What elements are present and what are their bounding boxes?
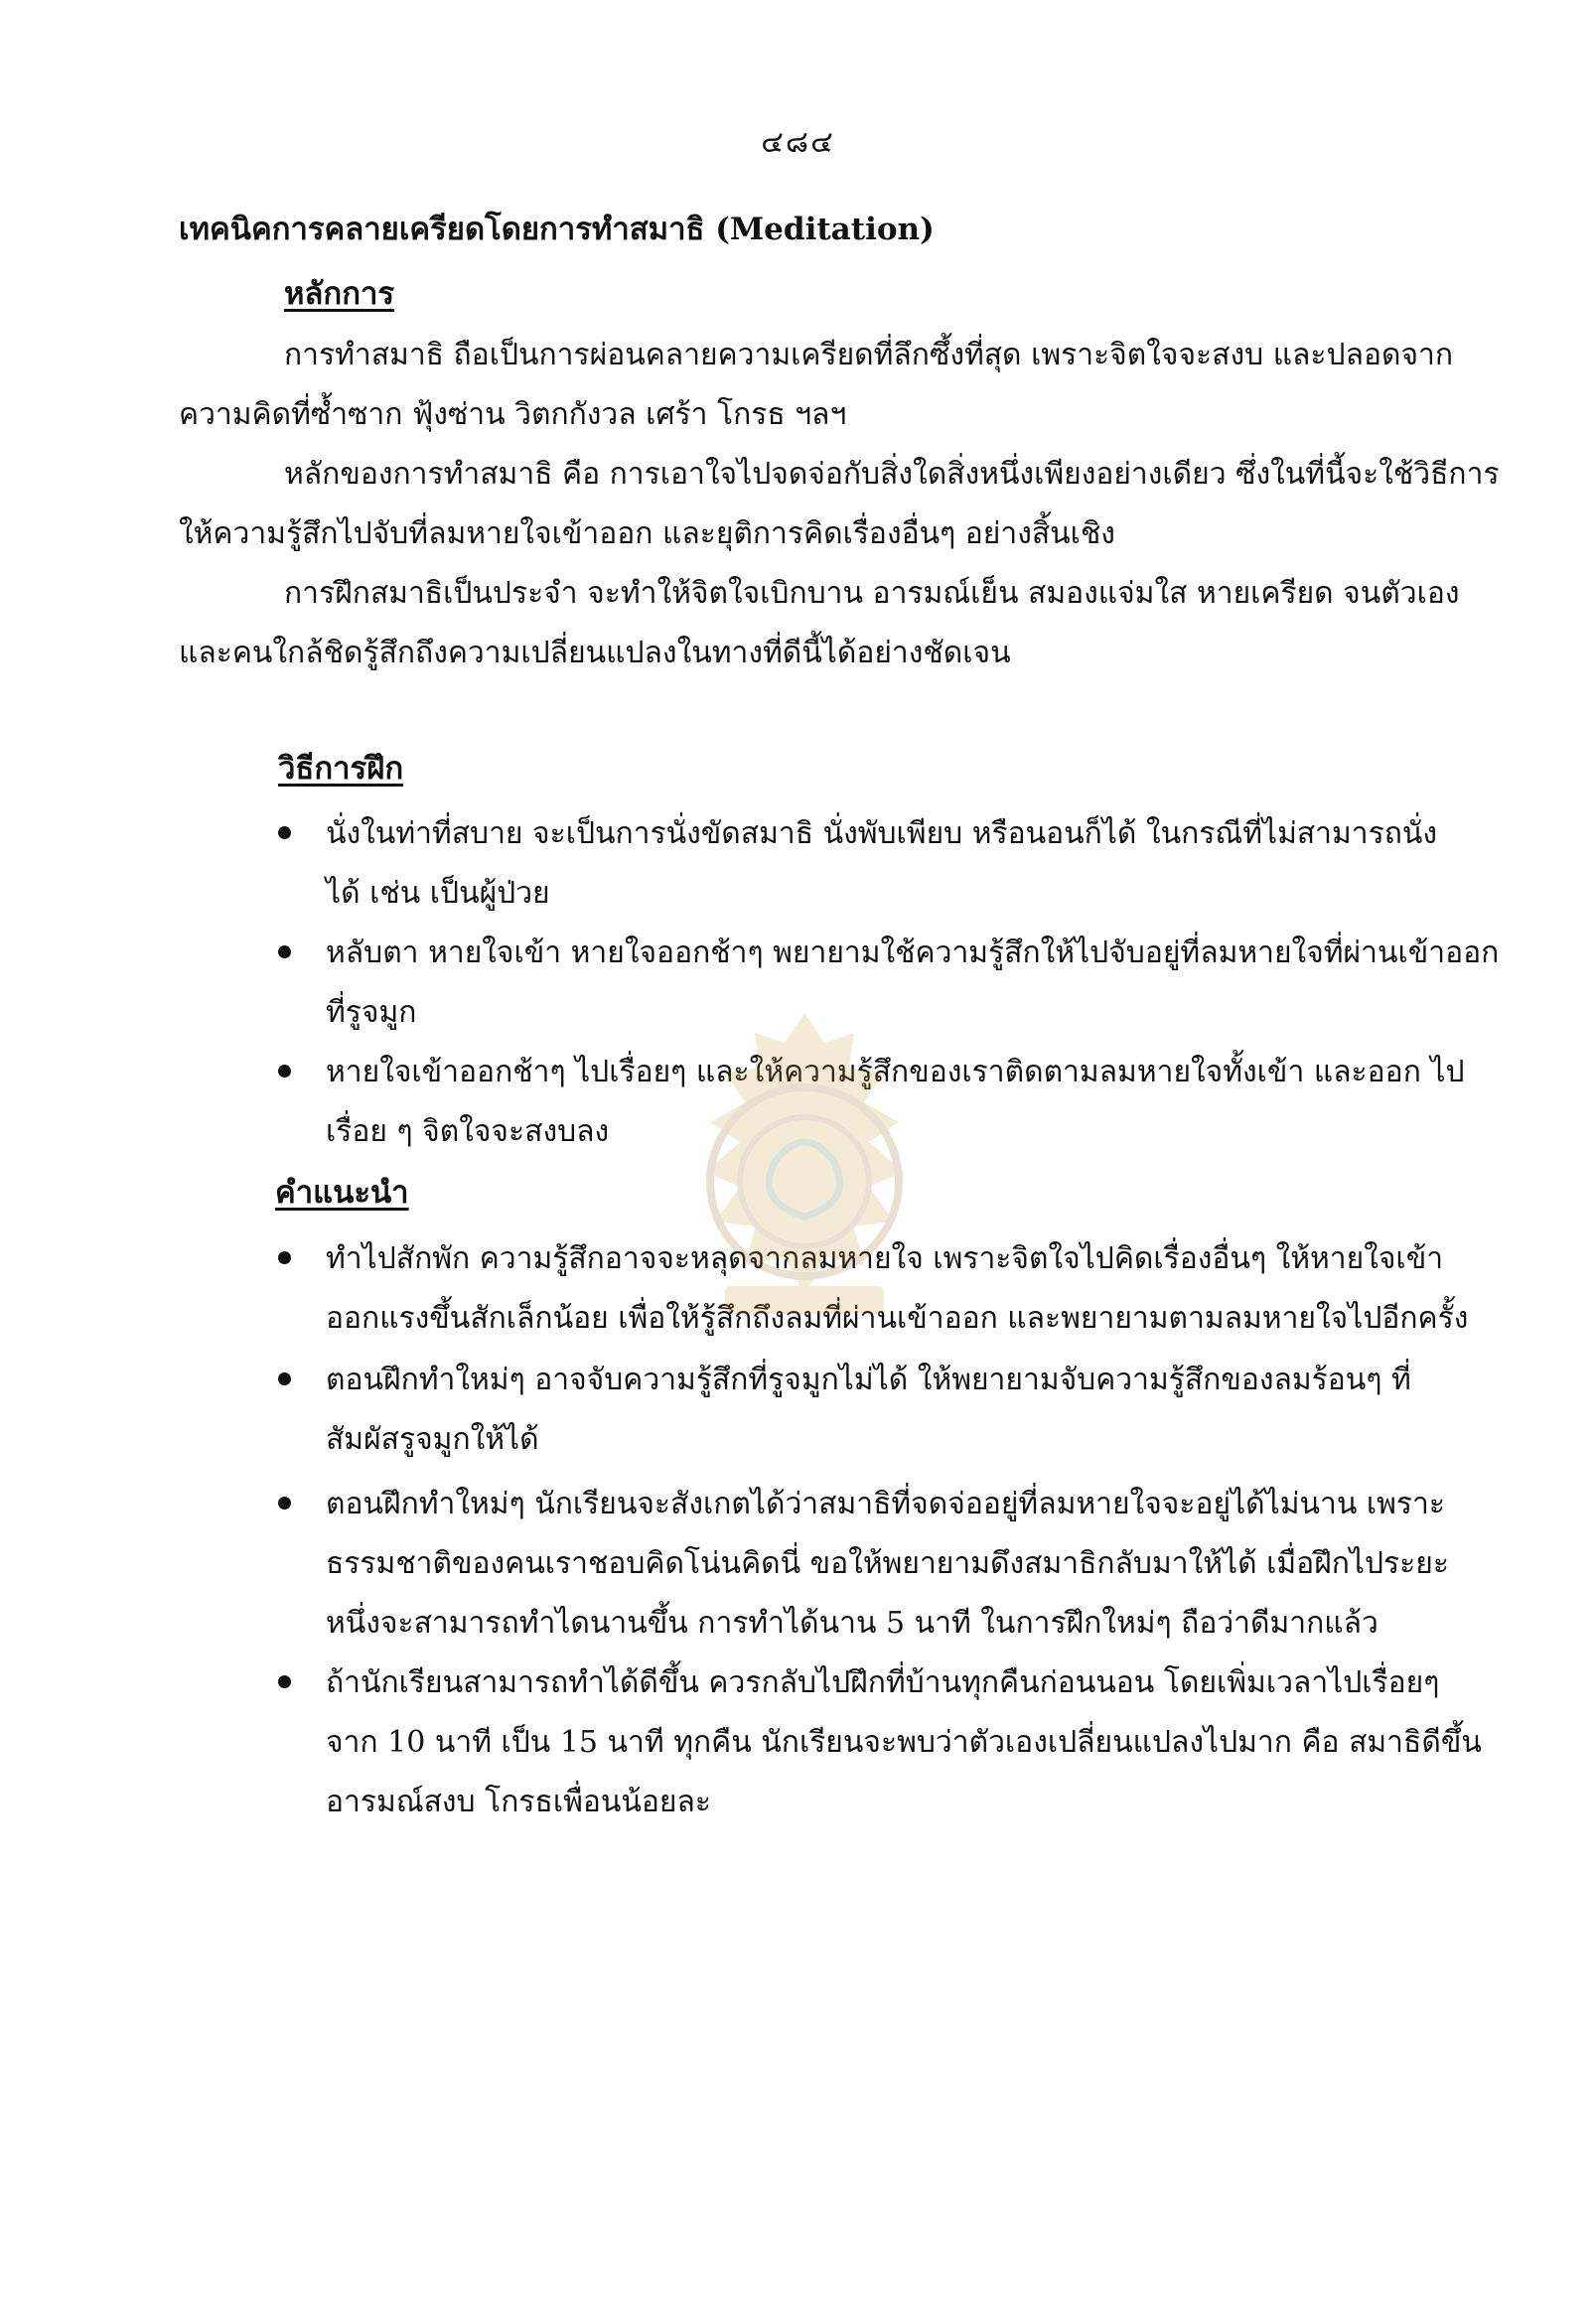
advice-item-1-line-2: ออกแรงขึ้นสักเล็กน้อย เพื่อให้รู้สึกถึงลมที่ผ่านเข้าออก และพยายามตามลมหายใจไปอีกครั้ง	[326, 1301, 1469, 1336]
advice-heading: คำแนะนำ	[275, 1175, 409, 1211]
practice-item-2-line-1: หลับตา หายใจเข้า หายใจออกช้าๆ พยายามใช้ความรู้สึกให้ไปจับอยู่ที่ลมหายใจที่ผ่านเข้าออก	[326, 936, 1500, 970]
advice-item-4-line-2: จาก 10 นาที เป็น 15 นาที ทุกคืน นักเรียนจะพบว่าตัวเองเปลี่ยนแปลงไปมาก คือ สมาธิดีขึ้น	[326, 1725, 1482, 1760]
bullet-icon	[278, 826, 291, 839]
practice-heading: วิธีการฝึก	[278, 751, 404, 787]
bullet-icon	[278, 1065, 291, 1078]
advice-item-4-line-1: ถ้านักเรียนสามารถทำได้ดีขึ้น ควรกลับไปฝึกที่บ้านทุกคืนก่อนนอน โดยเพิ่มเวลาไปเรื่อยๆ	[326, 1665, 1440, 1700]
advice-item-4-line-3: อารมณ์สงบ โกรธเพื่อนน้อยละ	[326, 1785, 711, 1819]
principles-paragraph-1-line-2: ความคิดที่ซ้ำซาก ฟุ้งซ่าน วิตกกังวล เศร้า โกรธ ฯลฯ	[179, 397, 847, 432]
bullet-icon	[278, 1251, 291, 1264]
document-title: เทคนิคการคลายเครียดโดยการทำสมาธิ (Meditation)	[179, 212, 935, 247]
practice-item-1-line-2: ได้ เช่น เป็นผู้ป่วย	[326, 876, 550, 911]
page-number: ๔๘๔	[761, 125, 835, 160]
bullet-icon	[278, 1675, 291, 1688]
practice-item-2-line-2: ที่รูจมูก	[326, 995, 417, 1030]
bullet-icon	[278, 1372, 291, 1385]
principles-paragraph-2-line-2: ให้ความรู้สึกไปจับที่ลมหายใจเข้าออก และยุติการคิดเรื่องอื่นๆ อย่างสิ้นเชิง	[179, 516, 1115, 551]
principles-heading: หลักการ	[284, 276, 395, 312]
advice-item-3-line-1: ตอนฝึกทำใหม่ๆ นักเรียนจะสังเกตได้ว่าสมาธิที่จดจ่ออยู่ที่ลมหายใจจะอยู่ได้ไม่นาน เพราะ	[326, 1487, 1446, 1521]
watermark-seal-icon	[655, 1003, 953, 1331]
practice-item-3-line-2: เรื่อย ๆ จิตใจจะสงบลง	[326, 1114, 610, 1149]
advice-item-3-line-2: ธรรมชาติของคนเราชอบคิดโน่นคิดนี่ ขอให้พยายามดึงสมาธิกลับมาให้ได้ เมื่อฝึกไประยะ	[326, 1546, 1449, 1581]
principles-paragraph-3-line-1: การฝึกสมาธิเป็นประจำ จะทำให้จิตใจเบิกบาน อารมณ์เย็น สมองแจ่มใส หายเครียด จนตัวเอง	[284, 576, 1460, 611]
bullet-icon	[278, 945, 291, 958]
principles-paragraph-1-line-1: การทำสมาธิ ถือเป็นการผ่อนคลายความเครียดที่ลึกซึ้งที่สุด เพราะจิตใจจะสงบ และปลอดจาก	[284, 338, 1454, 372]
principles-paragraph-2-line-1: หลักของการทำสมาธิ คือ การเอาใจไปจดจ่อกับสิ่งใดสิ่งหนึ่งเพียงอย่างเดียว ซึ่งในที่นี้จะใช้วิธีการ	[284, 457, 1500, 492]
practice-item-1-line-1: นั่งในท่าที่สบาย จะเป็นการนั่งขัดสมาธิ นั่งพับเพียบ หรือนอนก็ได้ ในกรณีที่ไม่สามารถนั่ง	[326, 816, 1438, 851]
advice-item-1-line-1: ทำไปสักพัก ความรู้สึกอาจจะหลุดจากลมหายใจ เพราะจิตใจไปคิดเรื่องอื่นๆ ให้หายใจเข้า	[326, 1241, 1444, 1276]
bullet-icon	[278, 1497, 291, 1510]
practice-item-3-line-1: หายใจเข้าออกช้าๆ ไปเรื่อยๆ และให้ความรู้สึกของเราติดตามลมหายใจทั้งเข้า และออก ไป	[326, 1055, 1465, 1089]
advice-item-3-line-3: หนึ่งจะสามารถทำไดนานขึ้น การทำได้นาน 5 นาที ในการฝึกใหม่ๆ ถือว่าดีมากแล้ว	[326, 1606, 1378, 1641]
advice-item-2-line-2: สัมผัสรูจมูกให้ได้	[326, 1422, 539, 1457]
principles-paragraph-3-line-2: และคนใกล้ชิดรู้สึกถึงความเปลี่ยนแปลงในทางที่ดีนี้ได้อย่างชัดเจน	[179, 636, 1011, 670]
advice-item-2-line-1: ตอนฝึกทำใหม่ๆ อาจจับความรู้สึกที่รูจมูกไม่ได้ ให้พยายามจับความรู้สึกของลมร้อนๆ ที่	[326, 1363, 1411, 1397]
